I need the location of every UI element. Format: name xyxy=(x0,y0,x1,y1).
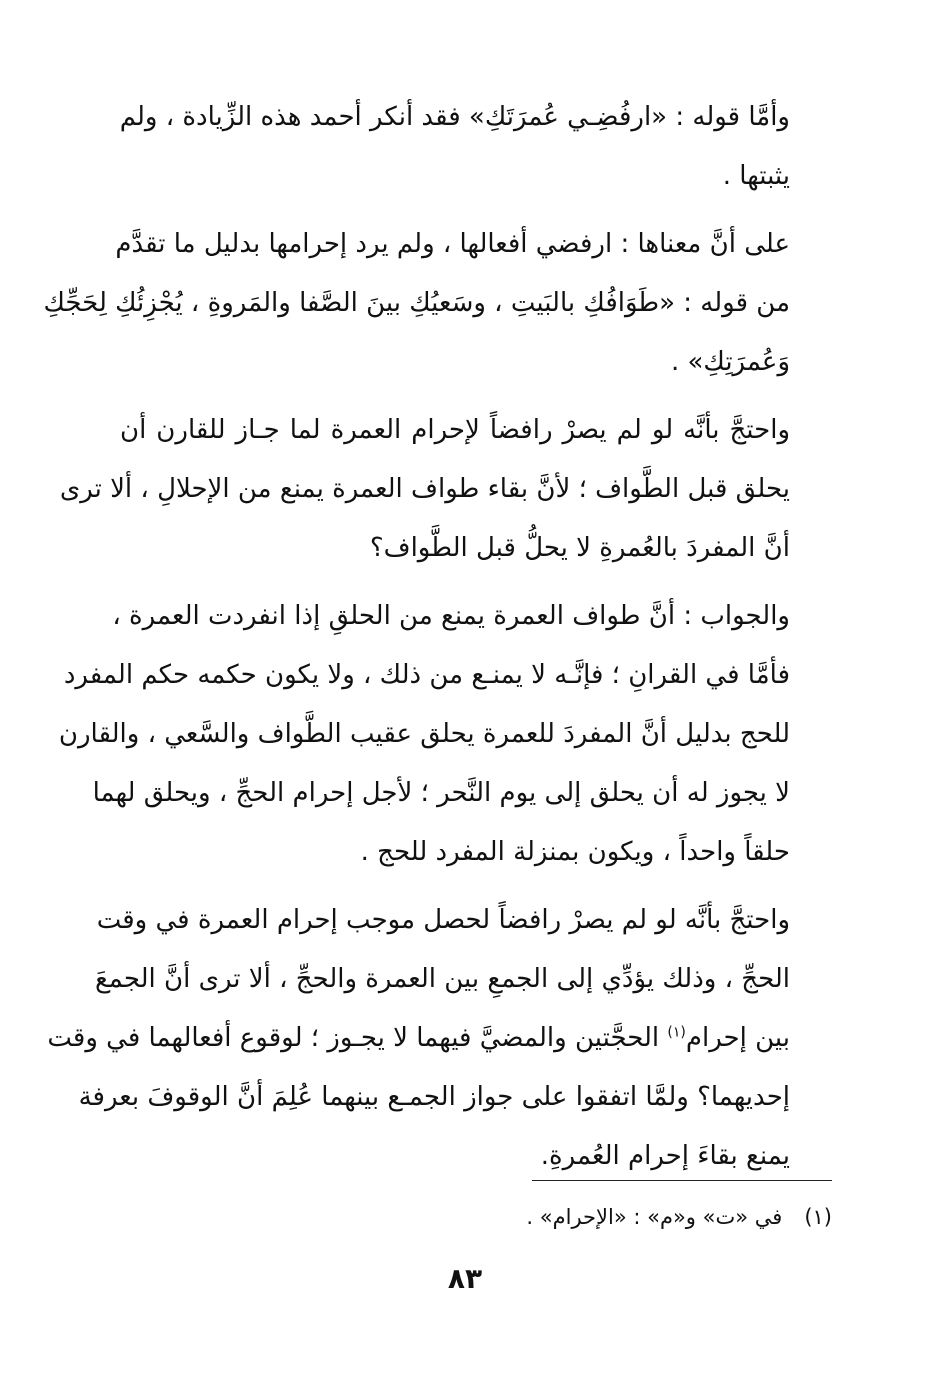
page-body xyxy=(43,88,832,1195)
footnote xyxy=(132,1200,832,1234)
text-line: من قوله : «طَوَافُكِ بالبَيتِ ، وسَعيُكِ بينَ الصَّفا والمَروةِ ، يُجْزِئُكِ لِحَجِّكِ xyxy=(43,288,790,318)
paragraph-4 xyxy=(58,587,832,882)
text-line: أنَّ المفردَ بالعُمرةِ لا يحلُّ قبل الطَّواف؟ xyxy=(369,533,790,563)
text-line: والجواب : أنَّ طواف العمرة يمنع من الحلقِ إذا انفردت العمرة ، xyxy=(112,601,790,631)
text-line: وأمَّا قوله : «ارفُضِـي عُمرَتَكِ» فقد أنكر أحمد هذه الزِّيادة ، ولم xyxy=(119,102,790,132)
text-line: واحتجَّ بأنَّه لو لم يصرْ رافضاً لإحرام العمرة لما جـاز للقارن أن xyxy=(120,415,790,445)
text-segment: الحجَّتين والمضيَّ فيهما لا يجـوز ؛ لوقوع أفعالهما في وقت xyxy=(47,1023,668,1053)
footnote-text: في «ت» و«م» : «الإحرام» . xyxy=(526,1205,783,1229)
text-line-with-footnote-ref xyxy=(47,1009,832,1068)
text-line: يثبتها . xyxy=(722,161,790,191)
paragraph-2 xyxy=(43,215,832,392)
text-line: لا يجوز له أن يحلق إلى يوم النَّحر ؛ لأجل إحرام الحجِّ ، ويحلق لهما xyxy=(92,778,790,808)
paragraph-1 xyxy=(120,88,832,206)
text-line: واحتجَّ بأنَّه لو لم يصرْ رافضاً لحصل موجب إحرام العمرة في وقت xyxy=(96,905,790,935)
footnote-divider xyxy=(532,1180,832,1181)
paragraph-5 xyxy=(47,891,832,1186)
text-segment: بين إحرام xyxy=(685,1023,790,1053)
paragraph-3 xyxy=(59,401,832,578)
text-line: يحلق قبل الطَّواف ؛ لأنَّ بقاء طواف العمرة يمنع من الإحلالِ ، ألا ترى xyxy=(59,474,790,504)
text-line: حلقاً واحداً ، ويكون بمنزلة المفرد للحج . xyxy=(360,837,790,867)
text-line: إحديهما؟ ولمَّا اتفقوا على جواز الجمـع بينهما عُلِمَ أنَّ الوقوفَ بعرفة xyxy=(78,1082,790,1112)
footnote-number: (١) xyxy=(804,1205,832,1229)
footnote-ref-marker[interactable]: (١) xyxy=(667,1024,686,1041)
text-line: للحج بدليل أنَّ المفردَ للعمرة يحلق عقيب الطَّواف والسَّعي ، والقارن xyxy=(58,719,790,749)
text-line: وَعُمرَتِكِ» . xyxy=(670,347,790,377)
text-line: الحجِّ ، وذلك يؤدِّي إلى الجمعِ بين العمرة والحجِّ ، ألا ترى أنَّ الجمعَ xyxy=(94,964,790,994)
text-line: يمنع بقاءَ إحرام العُمرةِ. xyxy=(540,1141,790,1171)
text-line: فأمَّا في القرانِ ؛ فإنَّـه لا يمنـع من ذلك ، ولا يكون حكمه حكم المفرد xyxy=(63,660,790,690)
text-line: على أنَّ معناها : ارفضي أفعالها ، ولم يرد إحرامها بدليل ما تقدَّم xyxy=(115,229,790,259)
page-number: ٨٣ xyxy=(447,1262,483,1295)
